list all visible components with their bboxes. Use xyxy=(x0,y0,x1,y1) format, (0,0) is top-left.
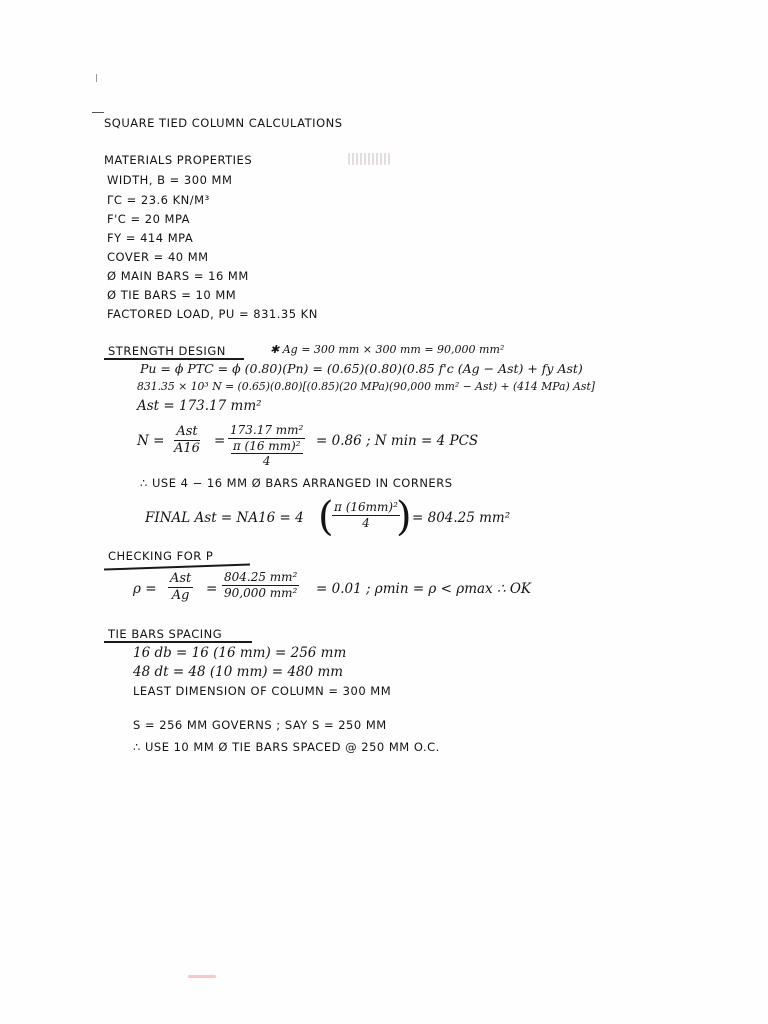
n-fraction xyxy=(172,425,202,457)
substituted-equation: 831.35 × 10³ N = (0.65)(0.80)[(0.85)(20 MPa)(90,000 mm² − Ast) + (414 MPa) Ast] xyxy=(137,380,596,393)
rho-fraction-2-denominator: 90,000 mm² xyxy=(224,586,298,601)
final-ast-lhs: FINAL Ast = NA16 = 4 xyxy=(145,510,304,526)
n-fraction-numerator: Ast xyxy=(174,425,199,441)
page-title: SQUARE TIED COLUMN CALCULATIONS xyxy=(104,116,343,130)
material-line: Ø MAIN BARS = 16 MM xyxy=(107,269,249,283)
margin-tick-mark xyxy=(96,74,97,82)
n-fraction-2-denominator-bottom: 4 xyxy=(262,454,271,469)
tie-line: LEAST DIMENSION OF COLUMN = 300 MM xyxy=(133,684,392,698)
final-open-paren: ( xyxy=(318,494,334,540)
material-line: WIDTH, B = 300 MM xyxy=(107,173,233,187)
rho-fraction-denominator: Ag xyxy=(171,588,190,604)
pink-smudge xyxy=(188,975,216,978)
materials-heading: MATERIALS PROPERTIES xyxy=(104,153,253,167)
tie-heading: TIE BARS SPACING xyxy=(108,627,223,641)
n-lhs: N = xyxy=(137,433,165,449)
n-fraction-2 xyxy=(228,424,305,469)
final-fraction-numerator: π (16mm)² xyxy=(332,501,400,516)
n-equals: = xyxy=(214,433,226,449)
strength-heading-underline xyxy=(104,358,244,360)
rho-lhs: ρ = xyxy=(133,581,157,597)
n-fraction-2-denominator: π (16 mm)² xyxy=(232,439,301,454)
n-fraction-2-numerator: 173.17 mm² xyxy=(228,424,305,439)
tie-line: 48 dt = 48 (10 mm) = 480 mm xyxy=(133,664,344,680)
final-ast-result: = 804.25 mm² xyxy=(412,510,511,526)
material-line: FY = 414 MPA xyxy=(107,231,194,245)
final-close-paren: ) xyxy=(396,494,412,540)
margin-dash-mark xyxy=(92,112,104,113)
n-result: = 0.86 ; N min = 4 PCS xyxy=(316,433,479,449)
rho-fraction xyxy=(168,572,193,604)
use-bars-statement: ∴ USE 4 − 16 MM Ø BARS ARRANGED IN CORNERS xyxy=(140,476,453,490)
material-line: Ø TIE BARS = 10 MM xyxy=(107,288,237,302)
material-line: F'C = 20 MPA xyxy=(107,212,191,226)
ink-smudge xyxy=(348,153,390,165)
checking-heading: CHECKING FOR Ρ xyxy=(108,549,214,563)
final-fraction xyxy=(332,501,400,530)
rho-equals: = xyxy=(206,581,218,597)
rho-fraction-numerator: Ast xyxy=(168,572,193,588)
spacing-governs: S = 256 MM GOVERNS ; SAY S = 250 MM xyxy=(133,718,387,732)
final-fraction-denominator: 4 xyxy=(362,516,370,531)
tie-line: 16 db = 16 (16 mm) = 256 mm xyxy=(133,645,347,661)
material-line: COVER = 40 MM xyxy=(107,250,209,264)
ag-note: ✱ Ag = 300 mm × 300 mm = 90,000 mm² xyxy=(270,343,505,356)
material-line: ΓC = 23.6 KN/M³ xyxy=(107,193,210,207)
ast-result: Ast = 173.17 mm² xyxy=(137,398,262,414)
n-fraction-denominator: A16 xyxy=(174,441,200,457)
rho-fraction-2 xyxy=(222,571,299,600)
use-ties-statement: ∴ USE 10 MM Ø TIE BARS SPACED @ 250 MM O.C. xyxy=(133,740,440,754)
rho-result: = 0.01 ; ρmin = ρ < ρmax ∴ OK xyxy=(316,581,531,597)
rho-fraction-2-numerator: 804.25 mm² xyxy=(222,571,299,586)
strength-heading: STRENGTH DESIGN xyxy=(108,344,226,358)
material-line: FACTORED LOAD, PU = 831.35 KN xyxy=(107,307,318,321)
tie-heading-underline xyxy=(104,641,252,643)
pu-equation: Pu = ϕ PTC = ϕ (0.80)(Pn) = (0.65)(0.80)(0.85 f'c (Ag − Ast) + fy Ast) xyxy=(140,361,583,376)
